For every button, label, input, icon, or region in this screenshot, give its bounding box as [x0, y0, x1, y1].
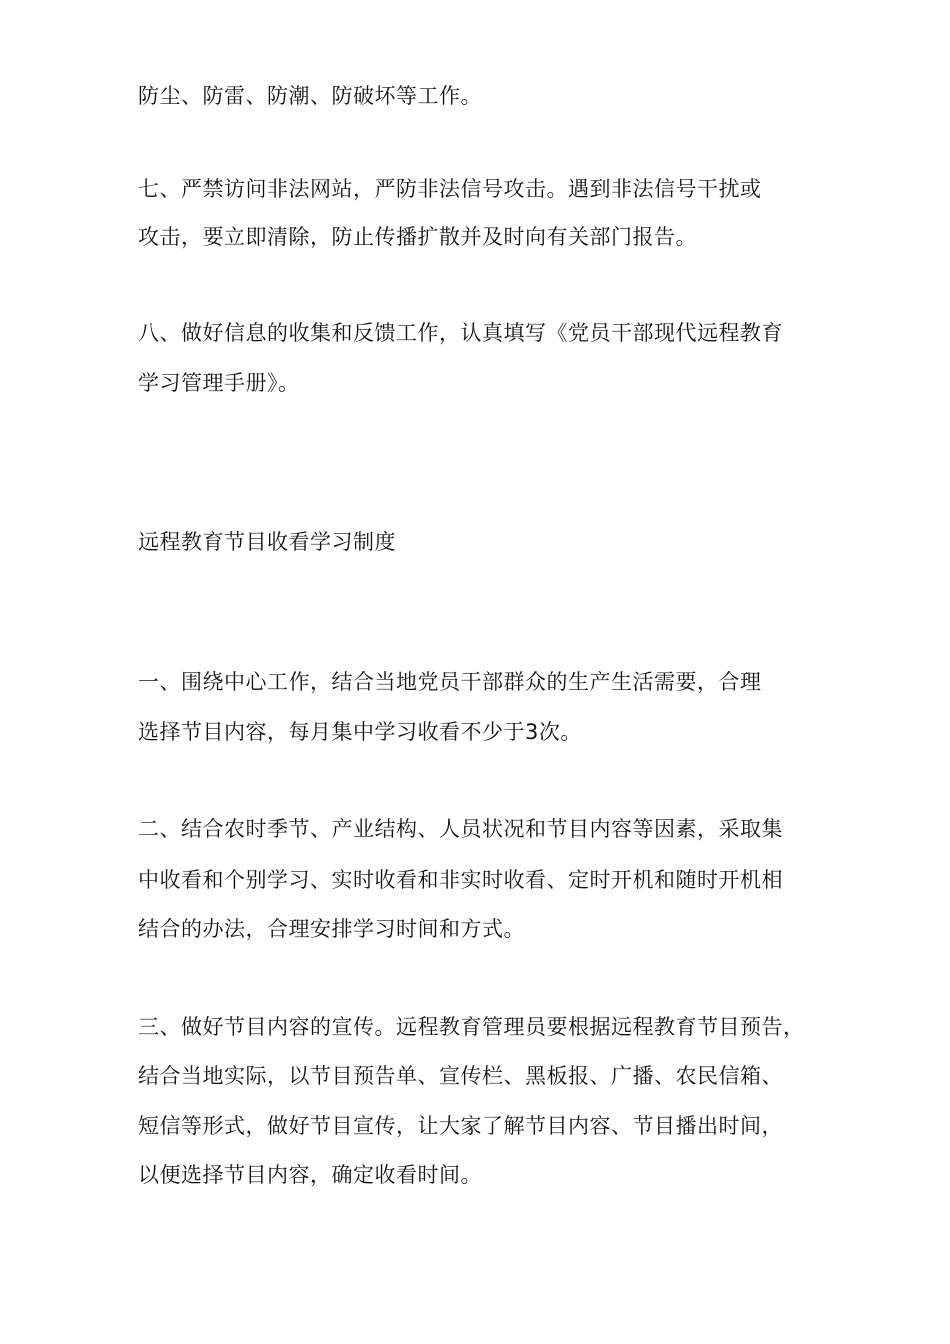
paragraph-rule-2-line-1: 二、结合农时季节、产业结构、人员状况和节目内容等因素，采取集	[138, 817, 783, 841]
paragraph-rule-1-line-2: 选择节目内容，每月集中学习收看不少于3次。	[138, 720, 582, 744]
paragraph-rule-2-line-2: 中收看和个别学习、实时收看和非实时收看、定时开机和随时开机相	[138, 868, 783, 892]
paragraph-item-8-line-2: 学习管理手册》。	[138, 371, 300, 395]
paragraph-item-7-line-1: 七、严禁访问非法网站，严防非法信号攻击。遇到非法信号干扰或	[138, 177, 762, 201]
paragraph-rule-3-line-4: 以便选择节目内容，确定收看时间。	[138, 1163, 482, 1187]
paragraph-rule-3-line-1: 三、做好节目内容的宣传。远程教育管理员要根据远程教育节目预告，	[138, 1015, 805, 1039]
paragraph-rule-2-line-3: 结合的办法，合理安排学习时间和方式。	[138, 917, 525, 941]
paragraph-rule-3-line-3: 短信等形式，做好节目宣传，让大家了解节目内容、节目播出时间，	[138, 1114, 783, 1138]
paragraph-item-7-line-2: 攻击，要立即清除，防止传播扩散并及时向有关部门报告。	[138, 225, 697, 249]
paragraph-item-8-line-1: 八、做好信息的收集和反馈工作，认真填写《党员干部现代远程教育	[138, 321, 783, 345]
paragraph-fragment-line-1: 防尘、防雷、防潮、防破坏等工作。	[138, 84, 482, 108]
section-title: 远程教育节目收看学习制度	[138, 530, 396, 554]
paragraph-rule-1-line-1: 一、围绕中心工作，结合当地党员干部群众的生产生活需要，合理	[138, 670, 762, 694]
paragraph-rule-3-line-2: 结合当地实际，以节目预告单、宣传栏、黑板报、广播、农民信箱、	[138, 1064, 783, 1088]
